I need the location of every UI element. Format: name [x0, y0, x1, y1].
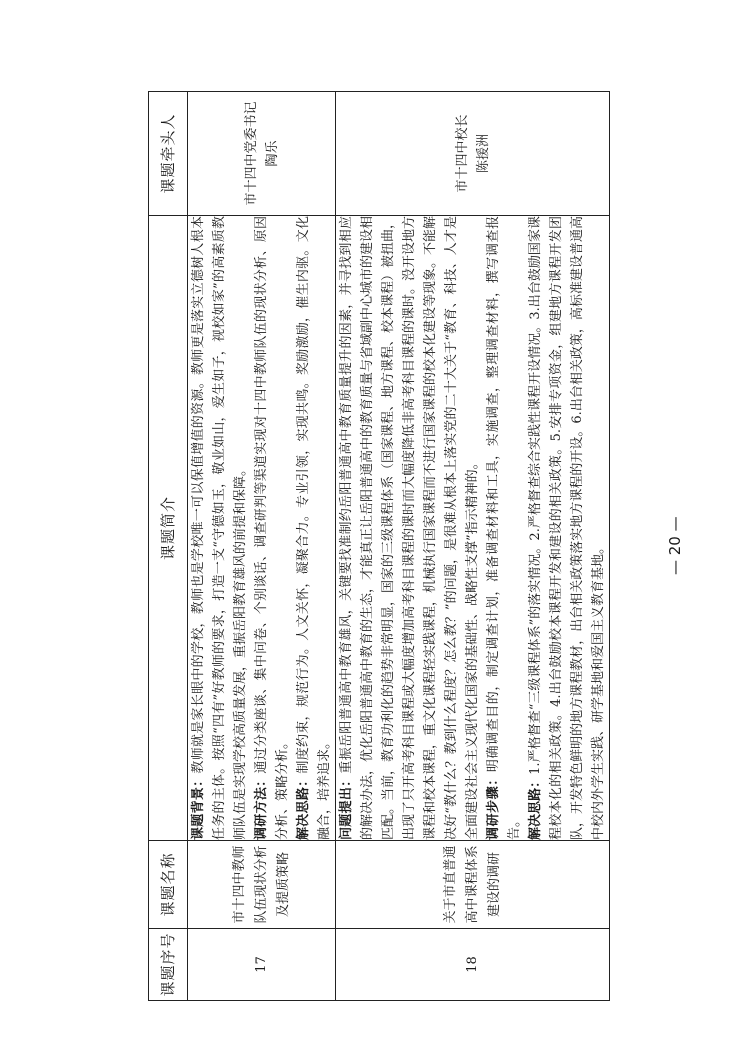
lead-name: 陈援洲: [475, 134, 491, 174]
row-lead: [188, 92, 336, 216]
intro-paragraph: [525, 216, 609, 840]
table-row: [188, 92, 336, 1001]
lead-org: 市十四中党委书记: [243, 101, 259, 206]
header-name: 课题名称: [149, 841, 188, 929]
lead-org: 市十四中校长: [454, 114, 470, 193]
row-lead: [336, 92, 610, 216]
header-lead: 课题牵头人: [149, 92, 188, 216]
table-row: [336, 92, 610, 1001]
intro-label: 调研方法：: [254, 773, 269, 840]
intro-paragraph: [483, 216, 525, 840]
intro-paragraph: [293, 216, 335, 840]
intro-text: 明确调查目的，制定调查计划，准备调查材料和工具，实施调查，整理调查材料，撰写调查报告。: [486, 216, 522, 840]
intro-label: 课题背景：: [191, 773, 206, 840]
intro-text: 教师就是家长眼中的学校，教师也是学校唯一可以保值增值的资源。教师更是落实立德树人根本任务的主体。按照“四有”好教师的要求，打造一支“守德如玉，敬业如山，爱生如子，视校如家”的高素质教师队伍是实现学校高质量发展，重振岳阳教育雄风的前提和保障。: [191, 216, 248, 840]
lead-name: 陶乐: [264, 140, 280, 167]
intro-text: 通过分类座谈、集中问卷、个别谈话、调查研判等渠道实现对十四中教师队伍的现状分析、原因分析、策略分析。: [254, 216, 290, 840]
table-header-row: [149, 92, 188, 1001]
intro-label: 问题提出：: [339, 773, 354, 840]
header-intro: 课题简介: [149, 216, 188, 841]
intro-text: 重振岳阳普通高中教育雄风，关键要找准制约岳阳普通高中教育质量提升的因素，并寻找到相应的解决办法，优化岳阳普通高中教育的生态，才能真正让岳阳普通高中的教育质量与省域副中心城市的建设相匹配。当前，教育功利化的趋势非常明显，国家的三级课程体系（国家课程、地方课程、校本课程）被扭曲，出现了只开高考科目课程或大幅度增加高考科目课程的课时而大幅度降低非高考科目课程的课时。没开设地方课程和校本课程，重文化课程轻实践课程，机械执行国家课程而不进行国家课程的校本化建设等现象。不能解决好“教什么？教到什么程度？怎么教？”的问题，是很难从根本上落实党的二十大关于“教育、科技、人才是全面建设社会主义现代化国家的基础性、战略性支撑”指示精神的。: [339, 215, 480, 840]
project-table: [148, 91, 610, 1001]
row-no: 18: [336, 929, 610, 1001]
intro-label: 调研步骤：: [486, 772, 501, 840]
intro-label: 解决思路：: [296, 773, 311, 840]
row-intro: [188, 216, 336, 841]
row-no: 17: [188, 929, 336, 1001]
intro-paragraph: [188, 216, 251, 840]
intro-paragraph: [251, 216, 293, 840]
intro-label: 解决思路：: [528, 774, 543, 840]
intro-paragraph: [336, 216, 483, 840]
row-name: 市十四中教师队伍现状分析及提质策略: [188, 841, 336, 929]
page-number: — 20 —: [666, 516, 684, 575]
intro-text: 制度约束，规范行为。人文关怀，凝聚合力。专业引领，实现共鸣。奖励激励，催生内驱。文化融合，培养追求。: [296, 216, 332, 840]
row-intro: [336, 216, 610, 841]
row-name: 关于市直普通高中课程体系建设的调研: [336, 841, 610, 929]
header-no: 课题序号: [149, 929, 188, 1001]
intro-text: 1.严格督查“三级课程体系”的落实情况。2.严格督查综合实践性课程开设情况。3.出台鼓励国家课程校本化的相关政策。4.出台鼓励校本课程开发和建设的相关政策。5.安排专项资金，组建地方课程开发团队，开发特色鲜明的地方课程教材，出台相关政策落实地方课程的开设。6.出台相关政策，高标准建设普通高中校内外学生实践、研学基地和爱国主义教育基地。: [528, 216, 606, 840]
